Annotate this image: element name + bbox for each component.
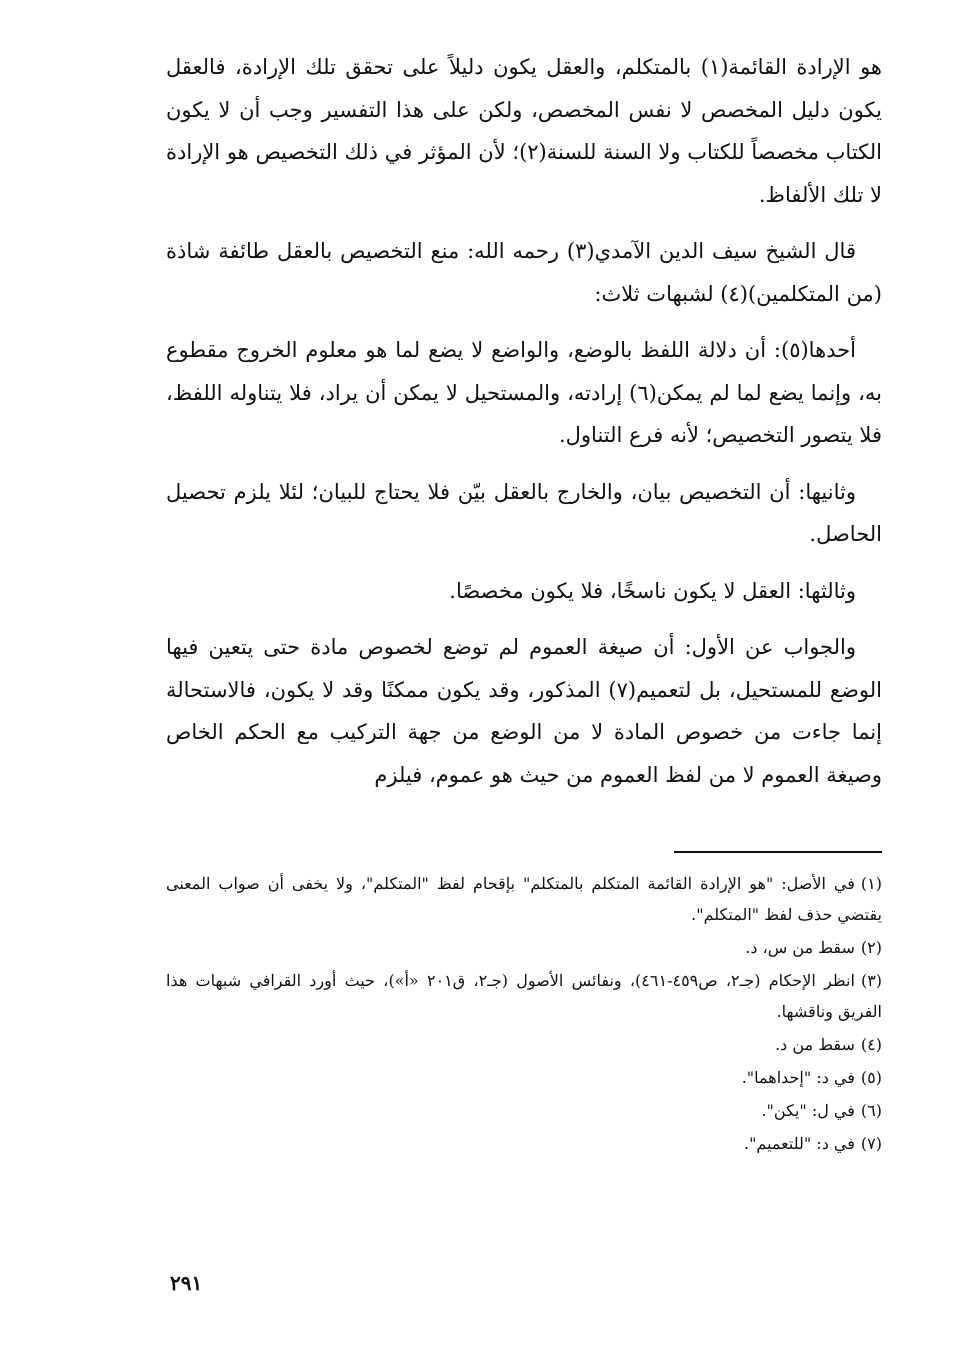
footnote-divider (674, 851, 882, 853)
page-number: ٢٩١ (170, 1271, 203, 1295)
footnote-text: سقط من د. (775, 1035, 855, 1054)
paragraph: وثالثها: العقل لا يكون ناسخًا، فلا يكون مخصصًا. (449, 578, 856, 603)
footnote-number: (٢) (860, 938, 882, 957)
footnote-item (166, 1128, 882, 1159)
footnote-number: (٤) (860, 1035, 882, 1054)
footnote-item (166, 1095, 882, 1126)
footnotes-list (166, 868, 882, 1161)
footnote-item (166, 932, 882, 963)
footnote-item (166, 965, 882, 1027)
footnote-number: (١) (860, 874, 882, 893)
footnote-text: انظر الإحكام (جـ٢، ص٤٥٩-٤٦١)، ونفائس الأصول (جـ٢، ق٢٠١ «أ»)، حيث أورد القرافي شبهات هذا الفريق وناقشها. (166, 971, 882, 1021)
footnote-number: (٣) (860, 971, 883, 990)
footnote-number: (٥) (860, 1068, 882, 1087)
paragraph: والجواب عن الأول: أن صيغة العموم لم توضع لخصوص مادة حتى يتعين فيها الوضع للمستحيل، بل لتعميم(٧) المذكور، وقد يكون ممكنًا وقد لا يكون، فالاستحالة إنما جاءت من خصوص المادة لا من الوضع من جهة التركيب مع الحكم الخاص وصيغة العموم لا من لفظ العموم من حيث هو عموم، فيلزم (166, 635, 882, 787)
footnote-item (166, 1062, 882, 1093)
footnote-text: في د: "للتعميم". (743, 1134, 855, 1153)
footnote-item (166, 1029, 882, 1060)
footnote-number: (٧) (860, 1134, 882, 1153)
paragraph: هو الإرادة القائمة(١) بالمتكلم، والعقل يكون دليلاً على تحقق تلك الإرادة، فالعقل يكون دليل المخصص لا نفس المخصص، ولكن على هذا التفسير وجب أن لا يكون الكتاب مخصصاً للكتاب ولا السنة للسنة(٢)؛ لأن المؤثر في ذلك التخصيص هو الإرادة لا تلك الألفاظ. (166, 55, 882, 207)
footnote-text: سقط من س، د. (745, 938, 855, 957)
footnote-text: في د: "إحداهما". (741, 1068, 855, 1087)
footnote-number: (٦) (860, 1101, 882, 1120)
paragraph: وثانيها: أن التخصيص بيان، والخارج بالعقل بيّن فلا يحتاج للبيان؛ لئلا يلزم تحصيل الحاصل. (166, 479, 882, 546)
footnote-item (166, 868, 882, 930)
main-text (166, 46, 882, 810)
footnote-text: في الأصل: "هو الإرادة القائمة المتكلم بالمتكلم" بإقحام لفظ "المتكلم"، ولا يخفى أن صواب المعنى يقتضي حذف لفظ "المتكلم". (166, 874, 882, 924)
paragraph: قال الشيخ سيف الدين الآمدي(٣) رحمه الله: منع التخصيص بالعقل طائفة شاذة (من المتكلمين)(٤) لشبهات ثلاث: (166, 239, 882, 306)
footnote-text: في ل: "يكن". (761, 1101, 855, 1120)
paragraph: أحدها(٥): أن دلالة اللفظ بالوضع، والواضع لا يضع لما هو معلوم الخروج مقطوع به، وإنما يضع لما لم يمكن(٦) إرادته، والمستحيل لا يمكن أن يراد، فلا يتناوله اللفظ، فلا يتصور التخصيص؛ لأنه فرع التناول. (166, 338, 882, 447)
